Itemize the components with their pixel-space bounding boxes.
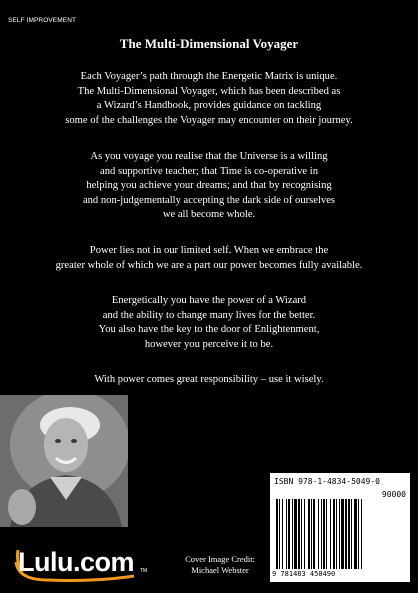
barcode-bar — [318, 499, 319, 569]
barcode-bar — [321, 499, 322, 569]
barcode-bar — [286, 499, 287, 569]
barcode-bar — [326, 499, 327, 569]
barcode-bar — [336, 499, 337, 569]
barcode-bar — [313, 499, 315, 569]
blurb-line: Energetically you have the power of a Wizard — [111, 295, 307, 306]
blurb-line: a Wizard’s Handbook, provides guidance on tackling — [96, 100, 322, 112]
lulu-logo — [14, 542, 152, 582]
barcode-bar — [304, 499, 305, 569]
barcode-bar — [292, 499, 293, 569]
barcode-bar — [301, 499, 302, 569]
blurb-line: You also have the key to the door of Enlightenment, — [98, 324, 320, 336]
price-code: 90000 — [381, 490, 406, 499]
barcode-bar — [288, 499, 290, 569]
blurb-line: greater whole of which we are a part our power becomes fully available. — [55, 259, 363, 271]
credit-name: Michael Webster — [191, 565, 249, 575]
category-label: SELF IMPROVEMENT — [8, 17, 77, 24]
barcode-bar — [348, 499, 350, 569]
isbn-label: ISBN 978-1-4834-5049-0 — [274, 477, 380, 486]
blurb-line: and supportive teacher; that Time is co-operative in — [100, 165, 318, 177]
barcode-bar — [282, 499, 283, 569]
blurb-paragraph-3 — [40, 244, 378, 273]
blurb-paragraph-5 — [40, 373, 378, 388]
barcode-bar — [351, 499, 352, 569]
isbn-barcode — [270, 473, 410, 582]
cover-image-credit — [180, 554, 260, 576]
barcode-bar — [279, 499, 280, 569]
barcode-bar — [358, 499, 359, 569]
barcode-bar — [298, 499, 300, 569]
blurb-line: we all become whole. — [162, 209, 256, 221]
blurb-line: With power comes great responsibility – use it wisely. — [94, 374, 324, 385]
blurb-line: helping you achieve your dreams; and that by recognising — [86, 180, 332, 192]
barcode-bar — [341, 499, 344, 569]
barcode-bar — [354, 499, 357, 569]
blurb-line: and non-judgementally accepting the dark side of ourselves — [82, 194, 336, 206]
credit-label: Cover Image Credit: — [185, 554, 255, 564]
logo-wordmark: Lulu.com — [18, 547, 134, 577]
blurb-line: The Multi-Dimensional Voyager, which has been described as — [77, 85, 341, 97]
blurb-paragraph-1 — [40, 70, 378, 128]
blurb-paragraph-4 — [40, 294, 378, 352]
barcode-bar — [330, 499, 331, 569]
logo-trademark: TM — [140, 568, 148, 574]
blurb-line: however you perceive it to be. — [144, 338, 274, 350]
barcode-bar — [311, 499, 312, 569]
blurb-line: As you voyage you realise that the Universe is a willing — [90, 151, 328, 162]
barcode-number: 9 781483 450490 — [272, 570, 336, 578]
blurb-paragraph-2 — [40, 150, 378, 223]
barcode-bar — [345, 499, 347, 569]
barcode-bar — [323, 499, 325, 569]
barcode-bars — [276, 499, 404, 569]
blurb-line: Each Voyager’s path through the Energetic Matrix is unique. — [80, 71, 338, 82]
barcode-bar — [308, 499, 310, 569]
barcode-bar — [333, 499, 335, 569]
blurb-line: Power lies not in our limited self. When we embrace the — [89, 245, 329, 256]
barcode-bar — [276, 499, 278, 569]
blurb-line: some of the challenges the Voyager may encounter on their journey. — [65, 114, 353, 126]
author-photo — [0, 395, 128, 527]
blurb-line: and the ability to change many lives for the better. — [102, 309, 316, 321]
barcode-bar — [361, 499, 362, 569]
book-title: The Multi-Dimensional Voyager — [119, 36, 299, 51]
barcode-bar — [339, 499, 340, 569]
barcode-bar — [294, 499, 297, 569]
